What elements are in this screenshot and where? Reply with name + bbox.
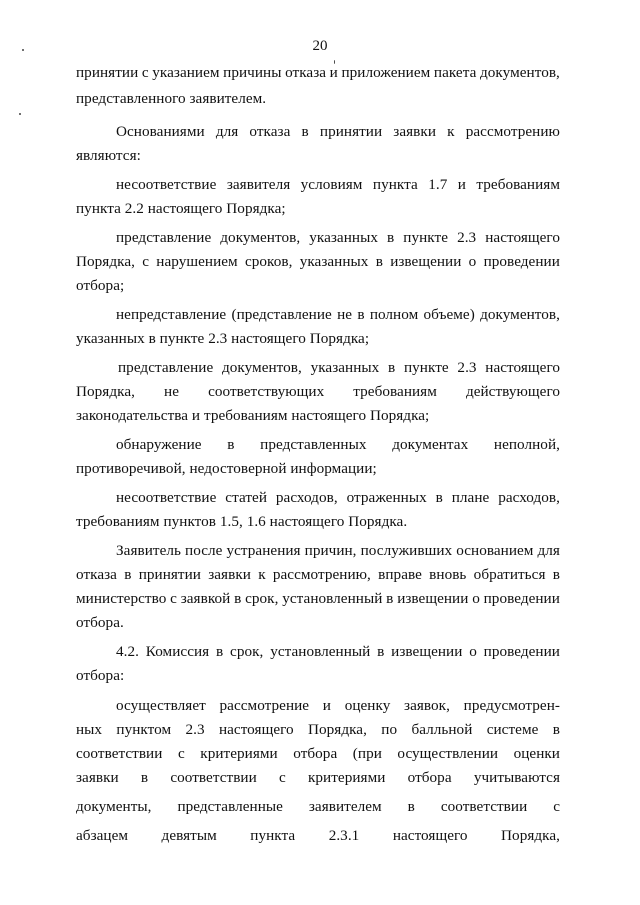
text-line: отбора.	[76, 614, 124, 631]
text-line: Заявитель после устранения причин, послуживших основанием для	[116, 542, 560, 559]
text-line: Порядка, с нарушением сроков, указанных в извещении о проведении	[76, 253, 560, 270]
scan-speck	[22, 49, 24, 51]
text-line: принятии с указанием причины отказа и приложением пакета документов,	[76, 64, 560, 81]
text-line: требованиям пунктов 1.5, 1.6 настоящего Порядка.	[76, 513, 408, 530]
text-line: министерство с заявкой в срок, установленный в извещении о проведении	[76, 590, 560, 607]
text-line: Основаниями для отказа в принятии заявки к рассмотрению	[116, 123, 560, 140]
text-line: 4.2. Комиссия в срок, установленный в извещении о проведении	[116, 643, 560, 660]
text-line: отказа в принятии заявки к рассмотрению, вправе вновь обратиться в	[76, 566, 560, 583]
scan-speck	[19, 113, 21, 115]
text-line: противоречивой, недостоверной информации;	[76, 460, 377, 477]
page-number: 20	[312, 38, 328, 54]
text-line: соответствии с критериями отбора (при осуществлении оценки	[76, 745, 560, 762]
text-line: отбора;	[76, 277, 125, 294]
text-line: представление документов, указанных в пункте 2.3 настоящего	[116, 229, 560, 246]
text-line: непредставление (представление не в полном объеме) документов,	[116, 306, 560, 323]
text-line: несоответствие статей расходов, отраженных в плане расходов,	[116, 489, 560, 506]
text-line: являются:	[76, 147, 141, 164]
text-line: Порядка, не соответствующих требованиям действующего	[76, 383, 560, 400]
text-line: заявки в соответствии с критериями отбора учитываются	[76, 769, 560, 786]
text-line: законодательства и требованиям настоящего Порядка;	[76, 407, 430, 424]
text-line: пункта 2.2 настоящего Порядка;	[76, 200, 286, 217]
text-line: осуществляет рассмотрение и оценку заявок, предусмотрен-	[116, 697, 560, 714]
text-line: обнаружение в представленных документах неполной,	[116, 436, 560, 453]
text-line: ных пунктом 2.3 настоящего Порядка, по балльной системе в	[76, 721, 560, 738]
text-line: отбора:	[76, 667, 125, 684]
text-line: представление документов, указанных в пункте 2.3 настоящего	[118, 359, 560, 376]
scan-speck	[334, 60, 335, 64]
text-line: абзацем девятым пункта 2.3.1 настоящего Порядка,	[76, 827, 560, 844]
text-line: указанных в пункте 2.3 настоящего Порядка;	[76, 330, 370, 347]
text-line: несоответствие заявителя условиям пункта 1.7 и требованиям	[116, 176, 560, 193]
text-line: представленного заявителем.	[76, 90, 267, 107]
text-line: документы, представленные заявителем в соответствии с	[76, 798, 560, 815]
